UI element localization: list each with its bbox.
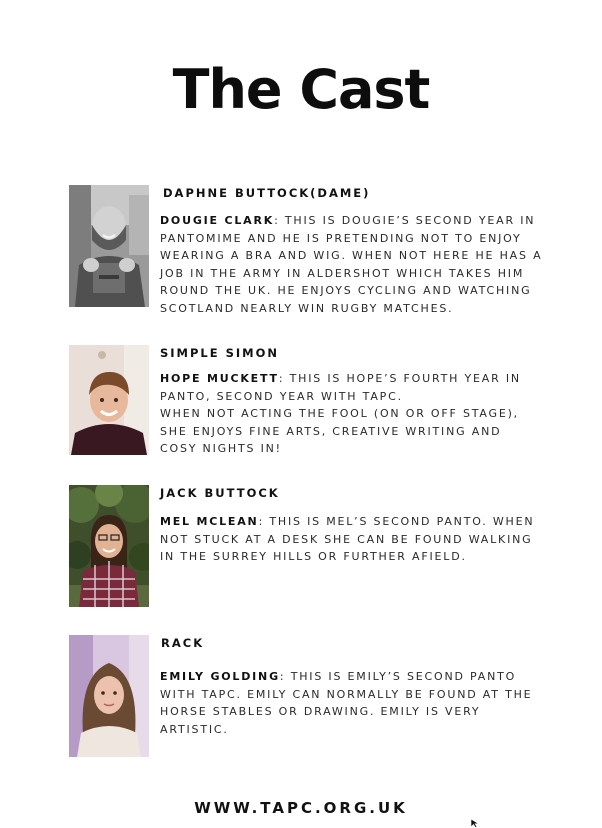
cast-name-1: DOUGIE CLARK xyxy=(160,214,275,227)
cast-bio-line: COSY NIGHTS IN! xyxy=(160,442,282,456)
cast-bio-line: ARTISTIC. xyxy=(160,722,229,736)
cast-bio-line: : THIS IS EMILY’S SECOND PANTO xyxy=(279,670,517,683)
cast-name-3: MEL MCLEAN xyxy=(160,515,259,528)
cast-bio-line: PANTOMIME AND HE IS PRETENDING NOT TO ENJOY xyxy=(160,231,522,245)
cast-bio-line: WEARING A BRA AND WIG. WHEN NOT HERE HE HAS A xyxy=(160,249,543,263)
cast-photo-hope-muckett xyxy=(69,345,149,455)
cast-bio-line: NOT STUCK AT A DESK SHE CAN BE FOUND WALKING xyxy=(160,532,533,546)
cast-role-4: RACK xyxy=(161,636,205,650)
cast-bio-line: : THIS IS DOUGIE’S SECOND YEAR IN xyxy=(274,214,536,227)
cast-bio-line: PANTO, SECOND YEAR WITH TAPC. xyxy=(160,389,403,403)
cast-bio-4 xyxy=(160,668,572,738)
cast-bio-2 xyxy=(160,370,572,458)
cast-role-1: DAPHNE BUTTOCK(DAME) xyxy=(163,186,371,200)
cast-role-2: SIMPLE SIMON xyxy=(160,346,280,360)
cast-bio-line: WITH TAPC. EMILY CAN NORMALLY BE FOUND AT THE xyxy=(160,687,533,701)
cast-photo-emily-golding xyxy=(69,635,149,757)
cast-bio-line: JOB IN THE ARMY IN ALDERSHOT WHICH TAKES HIM xyxy=(160,266,525,280)
cast-bio-line: : THIS IS HOPE’S FOURTH YEAR IN xyxy=(278,372,521,385)
cast-role-3: JACK BUTTOCK xyxy=(160,486,280,500)
cast-bio-line: IN THE SURREY HILLS OR FURTHER AFIELD. xyxy=(160,550,467,564)
cast-bio-line: HORSE STABLES OR DRAWING. EMILY IS VERY xyxy=(160,705,481,719)
website-url[interactable]: WWW.TAPC.ORG.UK xyxy=(194,799,408,817)
cast-bio-line: SCOTLAND NEARLY WIN RUGBY MATCHES. xyxy=(160,301,454,315)
cast-bio-line: WHEN NOT ACTING THE FOOL (ON OR OFF STAGE), xyxy=(160,407,519,421)
mouse-pointer-icon xyxy=(470,818,480,828)
cast-bio-line: SHE ENJOYS FINE ARTS, CREATIVE WRITING AND xyxy=(160,424,502,438)
cast-name-2: HOPE MUCKETT xyxy=(160,372,279,385)
cast-name-4: EMILY GOLDING xyxy=(160,670,280,683)
cast-photo-dougie-clark xyxy=(69,185,149,307)
cast-bio-1 xyxy=(160,212,572,318)
cast-bio-3 xyxy=(160,513,572,566)
cast-bio-line: : THIS IS MEL’S SECOND PANTO. WHEN xyxy=(258,515,535,528)
cast-photo-mel-mclean xyxy=(69,485,149,607)
cast-bio-line: ROUND THE UK. HE ENJOYS CYCLING AND WATCHING xyxy=(160,284,532,298)
page-title: The Cast xyxy=(172,58,430,121)
